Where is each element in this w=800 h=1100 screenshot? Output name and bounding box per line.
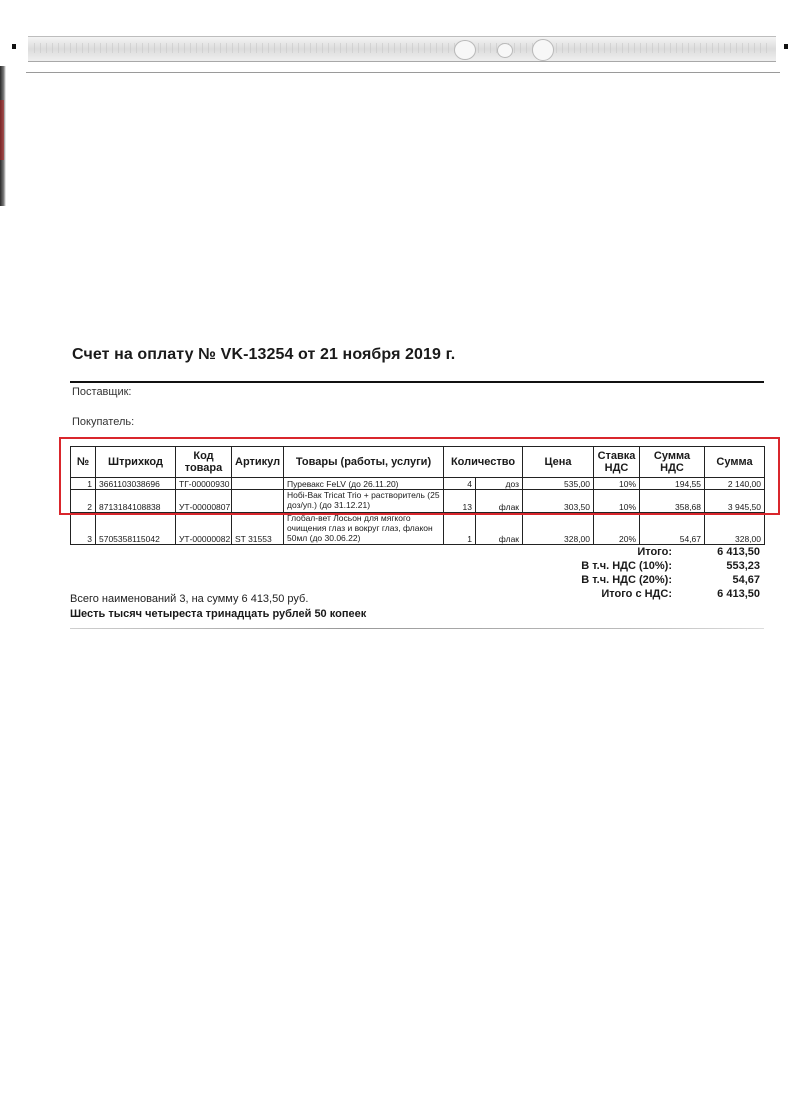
col-qty-header: Количество bbox=[444, 447, 523, 478]
col-code-header: Код товара bbox=[176, 447, 232, 478]
scanner-bar bbox=[28, 36, 776, 62]
row-vat-sum: 54,67 bbox=[640, 513, 705, 545]
row-vat-rate: 20% bbox=[594, 513, 640, 545]
totals-block bbox=[480, 545, 760, 601]
scan-hole bbox=[532, 39, 554, 61]
row-unit: флак bbox=[476, 490, 523, 513]
table-row bbox=[71, 478, 765, 490]
col-sum-header: Сумма bbox=[705, 447, 765, 478]
row-goods: Нобі-Вак Tricat Trio + растворитель (25 доз/уп.) (до 31.12.21) bbox=[284, 490, 444, 513]
col-vat-rate-header: Ставка НДС bbox=[594, 447, 640, 478]
row-price: 535,00 bbox=[523, 478, 594, 490]
table-row bbox=[71, 490, 765, 513]
row-sum: 328,00 bbox=[705, 513, 765, 545]
row-num: 2 bbox=[71, 490, 96, 513]
scanner-ticks bbox=[34, 43, 770, 53]
grand-total-value: 6 413,50 bbox=[717, 588, 760, 600]
invoice-title: Счет на оплату № VK-13254 от 21 ноября 2019 г. bbox=[72, 346, 456, 363]
row-goods: Пуревакс FeLV (до 26.11.20) bbox=[284, 478, 444, 490]
table-row bbox=[71, 513, 765, 545]
row-num: 3 bbox=[71, 513, 96, 545]
grand-total-row bbox=[480, 587, 760, 601]
amount-in-words: Шесть тысяч четыреста тринадцать рублей 50 копеек bbox=[70, 608, 367, 620]
vat10-label: В т.ч. НДС (10%): bbox=[581, 560, 672, 572]
row-price: 303,50 bbox=[523, 490, 594, 513]
row-unit: флак bbox=[476, 513, 523, 545]
bottom-divider bbox=[70, 628, 764, 629]
row-unit: доз bbox=[476, 478, 523, 490]
scan-line bbox=[26, 72, 780, 73]
table-header-row bbox=[71, 447, 765, 478]
row-num: 1 bbox=[71, 478, 96, 490]
row-price: 328,00 bbox=[523, 513, 594, 545]
invoice-items-table bbox=[70, 446, 765, 545]
title-divider bbox=[70, 381, 764, 383]
grand-total-label: Итого с НДС: bbox=[601, 588, 672, 600]
row-code: УТ-00000082 bbox=[176, 513, 232, 545]
row-article bbox=[232, 478, 284, 490]
scan-edge-mark bbox=[0, 100, 4, 160]
vat20-value: 54,67 bbox=[732, 574, 760, 586]
row-vat-sum: 194,55 bbox=[640, 478, 705, 490]
row-barcode: 3661103038696 bbox=[96, 478, 176, 490]
supplier-label: Поставщик: bbox=[72, 386, 132, 398]
col-goods-header: Товары (работы, услуги) bbox=[284, 447, 444, 478]
vat10-value: 553,23 bbox=[726, 560, 760, 572]
total-value: 6 413,50 bbox=[717, 546, 760, 558]
row-article: ST 31553 bbox=[232, 513, 284, 545]
scanner-header bbox=[0, 0, 800, 66]
row-goods: Глобал-вет Лосьон для мягкого очищения глаз и вокруг глаз, флакон 50мл (до 30.06.22) bbox=[284, 513, 444, 545]
items-count-summary: Всего наименований 3, на сумму 6 413,50 руб. bbox=[70, 593, 309, 605]
row-vat-rate: 10% bbox=[594, 490, 640, 513]
row-qty: 4 bbox=[444, 478, 476, 490]
row-sum: 3 945,50 bbox=[705, 490, 765, 513]
row-barcode: 8713184108838 bbox=[96, 490, 176, 513]
row-vat-sum: 358,68 bbox=[640, 490, 705, 513]
vat20-label: В т.ч. НДС (20%): bbox=[581, 574, 672, 586]
row-code: ТГ-00000930 bbox=[176, 478, 232, 490]
row-code: УТ-00000807 bbox=[176, 490, 232, 513]
total-label: Итого: bbox=[637, 546, 672, 558]
row-sum: 2 140,00 bbox=[705, 478, 765, 490]
row-vat-rate: 10% bbox=[594, 478, 640, 490]
scan-hole bbox=[454, 40, 476, 60]
col-barcode-header: Штрихкод bbox=[96, 447, 176, 478]
row-article bbox=[232, 490, 284, 513]
row-qty: 13 bbox=[444, 490, 476, 513]
scan-mark-right bbox=[784, 44, 788, 49]
col-price-header: Цена bbox=[523, 447, 594, 478]
col-article-header: Артикул bbox=[232, 447, 284, 478]
row-barcode: 5705358115042 bbox=[96, 513, 176, 545]
buyer-label: Покупатель: bbox=[72, 416, 135, 428]
vat10-row bbox=[480, 559, 760, 573]
scan-mark-left bbox=[12, 44, 16, 49]
scan-hole bbox=[497, 43, 513, 58]
vat20-row bbox=[480, 573, 760, 587]
total-row bbox=[480, 545, 760, 559]
col-vat-sum-header: Сумма НДС bbox=[640, 447, 705, 478]
row-qty: 1 bbox=[444, 513, 476, 545]
col-num-header: № bbox=[71, 447, 96, 478]
